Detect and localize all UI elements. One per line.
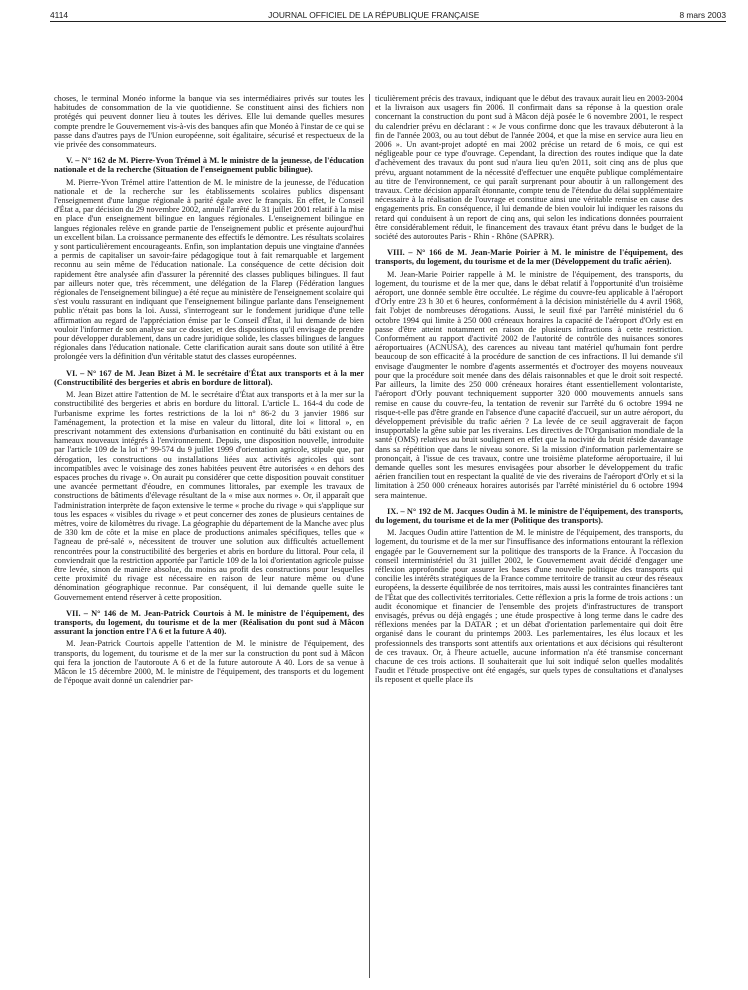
question-viii-text: M. Jean-Marie Poirier rappelle à M. le ministre de l'équipement, des transports, du logement, du tourisme et de la mer que, dans le débat relatif à l'opportunité d'un troisième aéroport, une donnée semble être occultée. Le régime du couvre-feu applicable à l'aéroport d'Orly entre 23 h 30 et 6 heures, conformément à la décision ministérielle du 4 avril 1968, fait l'objet de nombreuses dérogations. Aussi, le seuil fixé par l'arrêté ministériel du 6 octobre 1994 qui limite à 250 000 créneaux horaires la capacité de l'aéroport d'Orly est en passe d'être atteint notamment en raison de plusieurs infractions à cette restriction. Conformément au rapport d'activité 2002 de l'autorité de contrôle des nuisances sonores aéroportuaires (ACNUSA), des carences au niveau tant matériel qu'humain font perdre beaucoup de son efficacité à la procédure de sanction de ces infractions. Il lui demande s'il envisage d'augmenter le nombre d'agents assermentés et d'octroyer des moyens nouveaux pour que la procédure soit menée dans des délais raisonnables et que le droit soit respecté. Par ailleurs, la limite des 250 000 créneaux horaires étant essentiellement volontariste, l'aéroport d'Orly pouvant techniquement supporter 320 000 mouvements annuels sans remise en cause du couvre-feu, la tentation de revenir sur l'arrêté du 6 octobre 1994 ne risque-t-elle pas d'être grande en l'absence d'une capacité d'accueil, sur un autre aéroport, du développement prévisible du trafic aérien ? La levée de ce seuil aggraverait de façon insupportable la gêne subie par les riverains. Les directives de l'Organisation mondiale de la santé (OMS) relatives au bruit soulignent en effet que la nocivité du bruit réside davantage dans sa répétition que dans le niveau sonore. Si la mission d'information parlementaire se prononçait, à l'issue de ces travaux, contre une troisième plateforme aéroportuaire, il lui demande quelles sont les mesures envisagées pour absorber le développement du trafic aérien francilien tout en respectant la qualité de vie des riverains de l'aéroport d'Orly et si la limitation à 250 000 créneaux horaires autorisés par l'arrêté ministériel du 6 octobre 1994 sera maintenue.: [375, 269, 683, 500]
right-column: [375, 94, 683, 685]
header-rule: [50, 21, 726, 22]
question-viii-title: VIII. – N° 166 de M. Jean-Marie Poirier à M. le ministre de l'équipement, des transports, du logement, du tourisme et de la mer (Développement du trafic aérien).: [375, 248, 683, 267]
question-vii-continuation: ticulièrement précis des travaux, indiquant que le début des travaux aurait lieu en 2003-2004 et la livraison aux usagers fin 2006. Il confirmait dans sa réponse à la question orale concernant la construction du pont sud à Mâcon déjà posée le 6 novembre 2001, le respect du calendrier prévu en déclarant : « Je vous confirme donc que les travaux débuteront à la fin de l'année 2003, ou au tout début de l'année 2004, et que la mise en service aura lieu en 2006 ». Un avant-projet adopté en mai 2002 précise un retard de 6 mois, ce qui est négligeable pour ce type d'ouvrage. Cependant, la direction des routes indique que la date d'achèvement des travaux du pont sud n'aura lieu qu'en 2011, soit cinq ans de plus que prévu, arguant notamment de la nécessité d'effectuer une enquête publique complémentaire au titre de l'environnement, ce qui paraît surprenant pour aboutir à un rallongement des travaux. Cette décision apparaît étonnante, compte tenu de l'étendue du délai supplémentaire nécessaire à la réalisation de l'ouvrage et constitue ainsi une véritable remise en cause des engagements pris. En conséquence, il lui demande de bien vouloir lui indiquer les raisons du retard qui conduisent à un report de cinq ans, qui selon les indications données pourraient être considérablement réduit, le financement des travaux étant prévu dans le budget de la société des autoroutes Paris - Rhin - Rhône (SAPRR).: [375, 94, 683, 242]
left-column: [54, 94, 364, 685]
question-vii-title: VII. – N° 146 de M. Jean-Patrick Courtois à M. le ministre de l'équipement, des transports, du logement, du tourisme et de la mer (Réalisation du pont sud à Mâcon assurant la jonction entre l'A 6 et la future A 40).: [54, 608, 364, 637]
column-divider: [369, 94, 370, 978]
page-number: 4114: [50, 10, 69, 20]
question-vii-text: M. Jean-Patrick Courtois appelle l'attention de M. le ministre de l'équipement, des transports, du logement, du tourisme et de la mer sur la construction du pont sud à Mâcon qui fera la jonction de l'autoroute A 6 et de la future autoroute A 40. Lors de sa venue à Mâcon le 15 décembre 2000, M. le ministre de l'équipement, des transports et du logement de l'époque avait donné un calendrier par-: [54, 639, 364, 686]
question-continuation: choses, le terminal Monéo informe la banque via ses intermédiaires privés sur toutes les habitudes de consommation de la vie quotidienne. Se constituent ainsi des fichiers non protégés qui peuvent donner lieu à toutes les dérives. Elle lui demande quelles mesures compte prendre le Gouvernement vis-à-vis des banques afin que Monéo à l'instar de ce qui se passe dans d'autres pays de l'Union européenne, soit égalitaire, sécurisé et respectueux de la vie privée des consommateurs.: [54, 94, 364, 150]
question-v-text: M. Pierre-Yvon Trémel attire l'attention de M. le ministre de la jeunesse, de l'éducation nationale et de la recherche sur les établissements scolaires publics dispensant l'enseignement d'une langue régionale à parité égale avec le français. En effet, le Conseil d'État a, par décision du 29 novembre 2002, annulé l'arrêté du 31 juillet 2001 relatif à la mise en place d'un enseignement bilingue en langues régionales. L'enseignement bilingue en langues régionales relève en grande partie de l'enseignement public et présente aujourd'hui un excellent bilan. La croissance permanente des effectifs le démontre. Les résultats scolaires y sont particulièrement encourageants. Enfin, son implantation depuis une vingtaine d'années a permis de capitaliser un savoir-faire pédagogique tout à fait remarquable et largement reconnu au sein même de l'éducation nationale. La conséquence de cette décision doit rapidement être analysée afin d'assurer la pérennité des classes publiques bilingues. Il faut par ailleurs noter que, très récemment, une délégation de la Flarep (Fédération langues régionales de l'enseignement bilingue) a été reçue au ministère de l'enseignement scolaire qui s'est voulu rassurant en indiquant que l'enseignement bilingue parlante dans l'enseignement public n'était pas bons la loi. Aussi, s'interrogeant sur le fondement juridique d'une telle affirmation au regard de l'appréciation émise par le Conseil d'État, il lui demande de bien vouloir l'informer de son analyse sur ce dossier, et des dispositions qu'il envisage de prendre pour développer durablement, dans un cadre juridique solide, les classes bilingues de langues régionales dans l'éducation nationale. Cette clarification aurait sans doute son utilité à être prolongée vers la définition d'un véritable statut des classes européennes.: [54, 177, 364, 362]
issue-date: 8 mars 2003: [679, 10, 726, 20]
page-header: [50, 6, 726, 20]
question-vi-text: M. Jean Bizet attire l'attention de M. le secrétaire d'État aux transports et à la mer sur la constructibilité des bergeries et abris en bordure du littoral. L'article L. 164-4 du code de l'urbanisme exprime les fortes restrictions de la loi n° 86-2 du 3 janvier 1986 sur l'aménagement, la protection et la mise en valeur du littoral, dite loi « littoral », en prescrivant notamment des extensions d'urbanisation en continuité du bâti existant ou en hameaux nouveaux intégrés à l'environnement. Depuis, une disposition nouvelle, introduite par l'article 109 de la loi n° 99-574 du 9 juillet 1999 d'orientation agricole, stipule que, par dérogation, les constructions ou installations liées aux activités agricoles qui sont incompatibles avec le voisinage des zones habitées peuvent être autorisées « en dehors des espaces proches du rivage ». On aurait pu considérer que cette disposition pouvait constituer une avancée permettant d'éoudre, en communes littorales, par exemple les travaux de constructions de bâtiments d'élevage résultant de la « mise aux normes ». Or, il apparaît que l'administration interprète de façon extensive le terme « proche du rivage » qui s'applique sur tous les espaces « visibles du rivage » et peut concerner des zones de plusieurs centaines de mètres, voire de kilomètres du rivage. La géographie du département de la Manche avec plus de 330 km de côte et la mise en place de productions animales spécifiques, telles que « l'agneau de pré-salé », nécessitent de trouver une solution aux difficultés actuellement rencontrées pour la constructibilité des bergeries et abris en bordure du littoral. Pour cela, il conviendrait que la restriction apportée par l'article 109 de la loi d'orientation agricole puisse être levée, sinon de manière absolue, du moins au profit des constructions pour lesquelles cette proximité du rivage est nécessaire en raison de leur nature même ou d'une dénomination géographique reconnue. Par conséquent, il lui demande quelle suite le Gouvernement entend réserver à cette proposition.: [54, 390, 364, 602]
question-v-title: V. – N° 162 de M. Pierre-Yvon Trémel à M. le ministre de la jeunesse, de l'éducation nationale et de la recherche (Situation de l'enseignement public bilingue).: [54, 156, 364, 175]
question-vi-title: VI. – N° 167 de M. Jean Bizet à M. le secrétaire d'État aux transports et à la mer (Constructibilité des bergeries et abris en bordure de littoral).: [54, 368, 364, 387]
journal-title: JOURNAL OFFICIEL DE LA RÉPUBLIQUE FRANÇAISE: [268, 10, 480, 20]
question-ix-title: IX. – N° 192 de M. Jacques Oudin à M. le ministre de l'équipement, des transports, du logement, du tourisme et de la mer (Politique des transports).: [375, 506, 683, 525]
question-ix-text: M. Jacques Oudin attire l'attention de M. le ministre de l'équipement, des transports, du logement, du tourisme et de la mer sur l'insuffisance des informations entourant la réflexion engagée par le Gouvernement sur la politique des transports de la France. À l'occasion du conseil interministériel du 31 juillet 2002, le Gouvernement avait décidé d'engager une réflexion approfondie pour assurer les bases d'une nouvelle politique des transports qui concilie les intérêts stratégiques de la France comme territoire de transit au cœur des réseaux européens, la desserte équilibrée de nos territoires, mais aussi les contraintes financières tant de l'État que des collectivités territoriales. Cette réflexion a pris la forme de trois actions : un audit économique et financier de l'ensemble des projets d'infrastructures de transport envisagés, prévus ou déjà engagés ; une étude prospective à long terme dans le cadre des réflexions menées par la DATAR ; et un débat d'orientation parlementaire qui doit être organisé dans le courant du printemps 2003. Les parlementaires, les élus locaux et les professionnels des transports sont attentifs aux orientations et aux décisions qui résulteront de ces travaux. Or, à l'heure actuelle, aucune information n'a été transmise concernant chacune de ces trois actions. Il souhaiterait que lui soit indiqué selon quelles modalités l'audit et l'étude prospective ont été engagés, sur quels types de consultations et d'analyses ils reposent et quelle place ils: [375, 528, 683, 685]
